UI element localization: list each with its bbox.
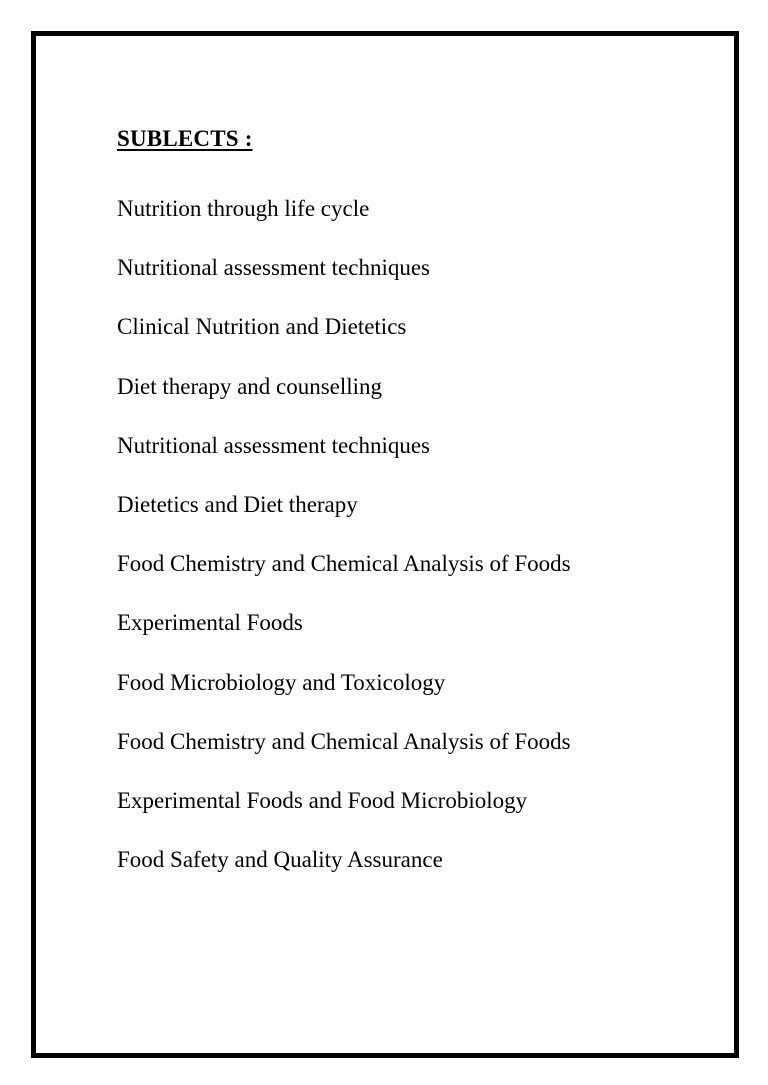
subject-item: Food Microbiology and Toxicology	[117, 669, 446, 695]
subject-item: Clinical Nutrition and Dietetics	[117, 314, 407, 340]
subject-item: Experimental Foods	[117, 610, 303, 636]
subject-item: Nutrition through life cycle	[117, 196, 370, 221]
subject-list	[117, 194, 571, 904]
subject-item: Food Chemistry and Chemical Analysis of Foods	[117, 551, 571, 577]
subject-item: Nutritional assessment techniques	[117, 255, 430, 281]
subjects-heading: SUBLECTS :	[117, 126, 253, 151]
subject-item: Nutritional assessment techniques	[117, 432, 430, 458]
subject-item: Diet therapy and counselling	[117, 373, 383, 399]
subject-item: Food Safety and Quality Assurance	[117, 847, 443, 873]
subject-item: Experimental Foods and Food Microbiology	[117, 787, 528, 813]
subject-item: Food Chemistry and Chemical Analysis of Foods	[117, 728, 571, 754]
subject-item: Dietetics and Diet therapy	[117, 491, 358, 517]
